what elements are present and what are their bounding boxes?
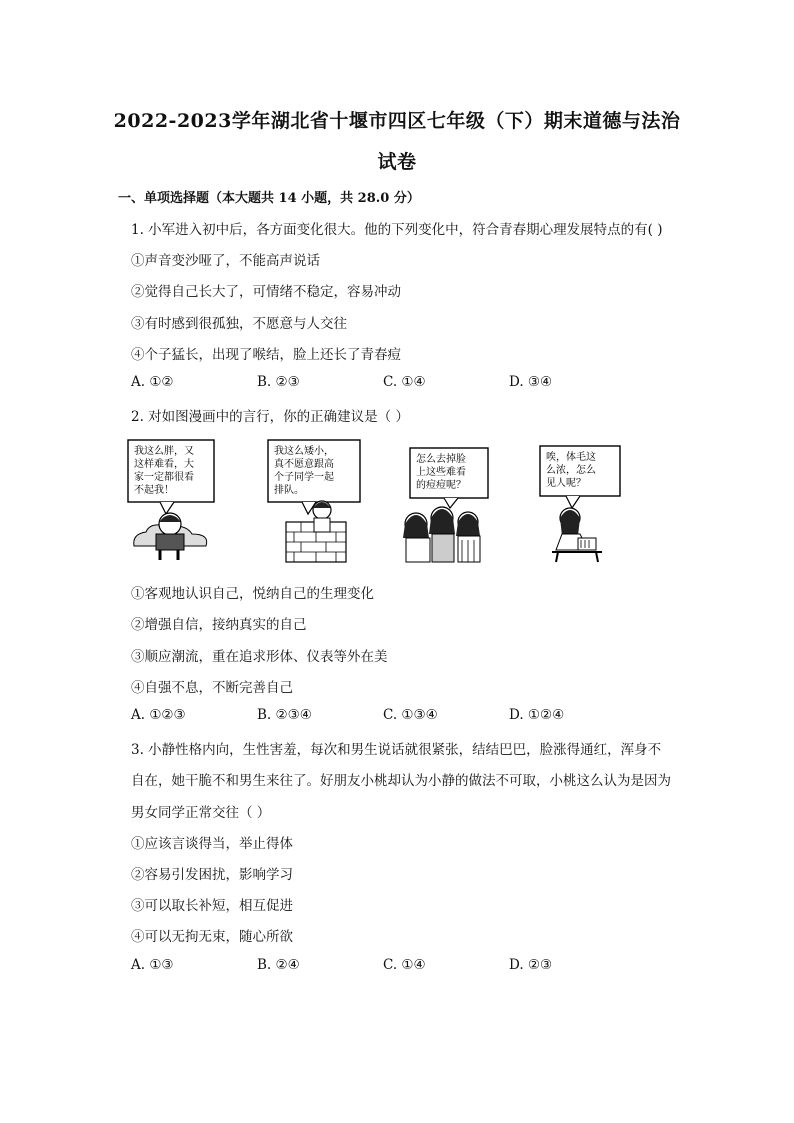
q1-item-3: ③有时感到很孤独，不愿意与人交往 [131, 316, 347, 332]
page-title-line2: 试卷 [377, 151, 417, 173]
q2-item-2: ②增强自信，接纳真实的自己 [131, 617, 307, 633]
q3-option-d: D. ②③ [509, 957, 553, 973]
bubble-2-text: 我这么矮小， 真不愿意跟高 个子同学一起 排队。 [274, 446, 334, 496]
q1-option-a: A. ①② [131, 374, 174, 390]
comic-illustration [126, 438, 646, 564]
q2-stem: 2. 对如图漫画中的言行，你的正确建议是（ ） [131, 409, 409, 425]
q1-option-d: D. ③④ [509, 374, 553, 390]
q2-option-a: A. ①②③ [131, 707, 186, 723]
q3-option-a: A. ①③ [131, 957, 174, 973]
q2-option-d: D. ①②④ [509, 707, 565, 723]
q3-item-2: ②容易引发困扰，影响学习 [131, 867, 293, 883]
q1-stem: 1. 小军进入初中后，各方面变化很大。他的下列变化中，符合青春期心理发展特点的有( ) [131, 222, 663, 238]
q2-item-1: ①客观地认识自己，悦纳自己的生理变化 [131, 586, 374, 602]
q3-stem-line3: 男女同学正常交往（ ） [131, 805, 271, 821]
q1-option-b: B. ②③ [257, 374, 300, 390]
q3-stem-line1: 3. 小静性格内向，生性害羞，每次和男生说话就很紧张，结结巴巴，脸涨得通红，浑身不 [131, 742, 662, 758]
q2-option-b: B. ②③④ [257, 707, 312, 723]
q2-option-c: C. ①③④ [383, 707, 438, 723]
q1-option-c: C. ①④ [383, 374, 426, 390]
q1-item-1: ①声音变沙哑了，不能高声说话 [131, 253, 320, 269]
comic-panel-4 [540, 446, 620, 562]
q2-item-4: ④自强不息，不断完善自己 [131, 680, 293, 696]
bubble-1-text: 我这么胖，又 这样难看，大 家一定都很看 不起我！ [134, 446, 194, 496]
bubble-3-text: 怎么去掉脸 上这些难看 的痘痘呢？ [416, 454, 466, 491]
page-title-line1: 2022-2023学年湖北省十堰市四区七年级（下）期末道德与法治 [113, 110, 681, 132]
comic-panel-2 [268, 440, 360, 562]
q2-item-3: ③顺应潮流，重在追求形体、仪表等外在美 [131, 649, 388, 665]
q3-item-4: ④可以无拘无束，随心所欲 [131, 929, 293, 945]
q3-item-1: ①应该言谈得当，举止得体 [131, 836, 293, 852]
q3-item-3: ③可以取长补短，相互促进 [131, 898, 293, 914]
comic-panel-3 [403, 448, 488, 562]
bubble-4-text: 唉，体毛这 么浓，怎么 见人呢？ [546, 452, 596, 489]
q1-item-4: ④个子猛长，出现了喉结，脸上还长了青春痘 [131, 347, 401, 363]
q3-option-b: B. ②④ [257, 957, 300, 973]
q1-item-2: ②觉得自己长大了，可情绪不稳定，容易冲动 [131, 284, 401, 300]
q3-option-c: C. ①④ [383, 957, 426, 973]
q3-stem-line2: 自在，她干脆不和男生来往了。好朋友小桃却认为小静的做法不可取，小桃这么认为是因为 [131, 773, 671, 789]
section-heading: 一、单项选择题（本大题共 14 小题，共 28.0 分） [118, 191, 420, 206]
comic-panel-1 [128, 440, 214, 560]
